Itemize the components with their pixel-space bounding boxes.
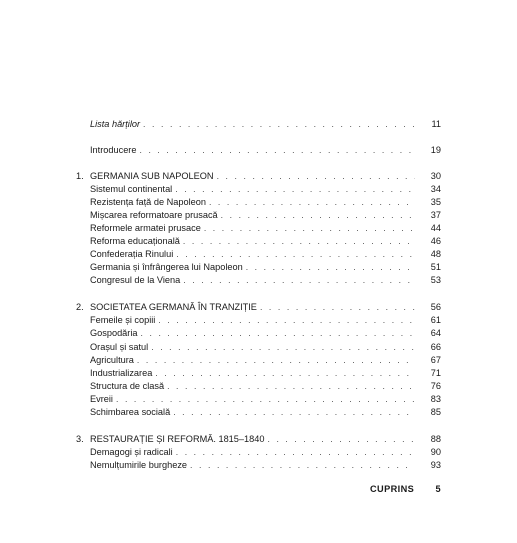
toc-section[interactable]: [90, 236, 441, 247]
toc-section[interactable]: [90, 315, 441, 326]
toc-entry-page: 11: [431, 119, 441, 129]
chapter-number: 3.: [76, 434, 84, 444]
section-title: Reformele armatei prusace: [90, 223, 201, 233]
dot-leader: [221, 210, 415, 221]
section-title: Sistemul continental: [90, 184, 173, 194]
dot-leader: [217, 171, 415, 182]
dot-leader: [183, 236, 415, 247]
chapter-number: 2.: [76, 302, 84, 312]
section-page: 64: [430, 328, 441, 338]
toc-section[interactable]: [90, 328, 441, 339]
toc-section[interactable]: [90, 381, 441, 392]
toc-section[interactable]: [90, 447, 441, 458]
section-page: 66: [430, 342, 441, 352]
dot-leader: [176, 447, 415, 458]
toc-entry-title: Lista hărților: [90, 119, 141, 129]
chapter-title: RESTAURAȚIE ȘI REFORMĂ. 1815–1840: [90, 434, 265, 444]
toc-section[interactable]: [90, 394, 441, 405]
section-page: 76: [430, 381, 441, 391]
dot-leader: [173, 407, 415, 418]
chapter-page: 30: [430, 171, 441, 181]
toc-entry-title: Introducere: [90, 145, 137, 155]
dot-leader: [209, 197, 415, 208]
section-title: Nemulțumirile burgheze: [90, 460, 188, 470]
section-title: Schimbarea socială: [90, 407, 171, 417]
section-page: 93: [430, 460, 441, 470]
toc-section[interactable]: [90, 407, 441, 418]
dot-leader: [260, 302, 415, 313]
toc-section[interactable]: [90, 262, 441, 273]
section-title: Femeile și copiii: [90, 315, 156, 325]
section-title: Demagogi și radicali: [90, 447, 173, 457]
toc-section[interactable]: [90, 342, 441, 353]
dot-leader: [176, 249, 415, 260]
section-title: Mișcarea reformatoare prusacă: [90, 210, 218, 220]
toc-chapter-3[interactable]: [76, 434, 441, 445]
section-title: Rezistența față de Napoleon: [90, 197, 206, 207]
section-title: Evreii: [90, 394, 113, 404]
page-footer: [370, 484, 441, 494]
section-title: Germania și înfrângerea lui Napoleon: [90, 262, 243, 272]
dot-leader: [246, 262, 415, 273]
chapter-page: 88: [430, 434, 441, 444]
dot-leader: [151, 342, 415, 353]
toc-section[interactable]: [90, 197, 441, 208]
dot-leader: [116, 394, 415, 405]
dot-leader: [204, 223, 415, 234]
section-page: 83: [430, 394, 441, 404]
dot-leader: [143, 119, 415, 130]
toc-section[interactable]: [90, 355, 441, 366]
toc-entry-list-of-maps[interactable]: [90, 119, 441, 130]
toc-section[interactable]: [90, 210, 441, 221]
section-title: Reforma educațională: [90, 236, 180, 246]
toc-section[interactable]: [90, 275, 441, 286]
section-page: 44: [430, 223, 441, 233]
chapter-page: 56: [430, 302, 441, 312]
section-page: 35: [430, 197, 441, 207]
section-page: 67: [430, 355, 441, 365]
page-number: 5: [435, 484, 441, 494]
dot-leader: [175, 184, 415, 195]
toc-chapter-2[interactable]: [76, 302, 441, 313]
toc-entry-page: 19: [430, 145, 441, 155]
section-title: Industrializarea: [90, 368, 153, 378]
dot-leader: [141, 328, 416, 339]
dot-leader: [137, 355, 415, 366]
section-title: Congresul de la Viena: [90, 275, 181, 285]
dot-leader: [183, 275, 415, 286]
section-page: 85: [430, 407, 441, 417]
dot-leader: [139, 145, 415, 156]
toc-entry-introduction[interactable]: [90, 145, 441, 156]
toc-section[interactable]: [90, 368, 441, 379]
chapter-title: SOCIETATEA GERMANĂ ÎN TRANZIȚIE: [90, 302, 257, 312]
running-title: CUPRINS: [370, 484, 415, 494]
section-page: 46: [430, 236, 441, 246]
chapter-title: GERMANIA SUB NAPOLEON: [90, 171, 214, 181]
toc-section[interactable]: [90, 249, 441, 260]
section-page: 48: [430, 249, 441, 259]
toc-section[interactable]: [90, 460, 441, 471]
section-page: 90: [430, 447, 441, 457]
section-page: 34: [430, 184, 441, 194]
dot-leader: [167, 381, 415, 392]
dot-leader: [267, 434, 415, 445]
section-title: Agricultura: [90, 355, 134, 365]
section-page: 51: [430, 262, 441, 272]
toc-chapter-1[interactable]: [76, 171, 441, 182]
dot-leader: [158, 315, 415, 326]
section-title: Orașul și satul: [90, 342, 149, 352]
toc-section[interactable]: [90, 223, 441, 234]
section-page: 61: [430, 315, 441, 325]
chapter-number: 1.: [76, 171, 84, 181]
dot-leader: [155, 368, 415, 379]
dot-leader: [190, 460, 415, 471]
section-page: 37: [430, 210, 441, 220]
section-title: Confederația Rinului: [90, 249, 174, 259]
toc-section[interactable]: [90, 184, 441, 195]
section-title: Structura de clasă: [90, 381, 165, 391]
section-title: Gospodăria: [90, 328, 138, 338]
section-page: 71: [430, 368, 441, 378]
section-page: 53: [430, 275, 441, 285]
